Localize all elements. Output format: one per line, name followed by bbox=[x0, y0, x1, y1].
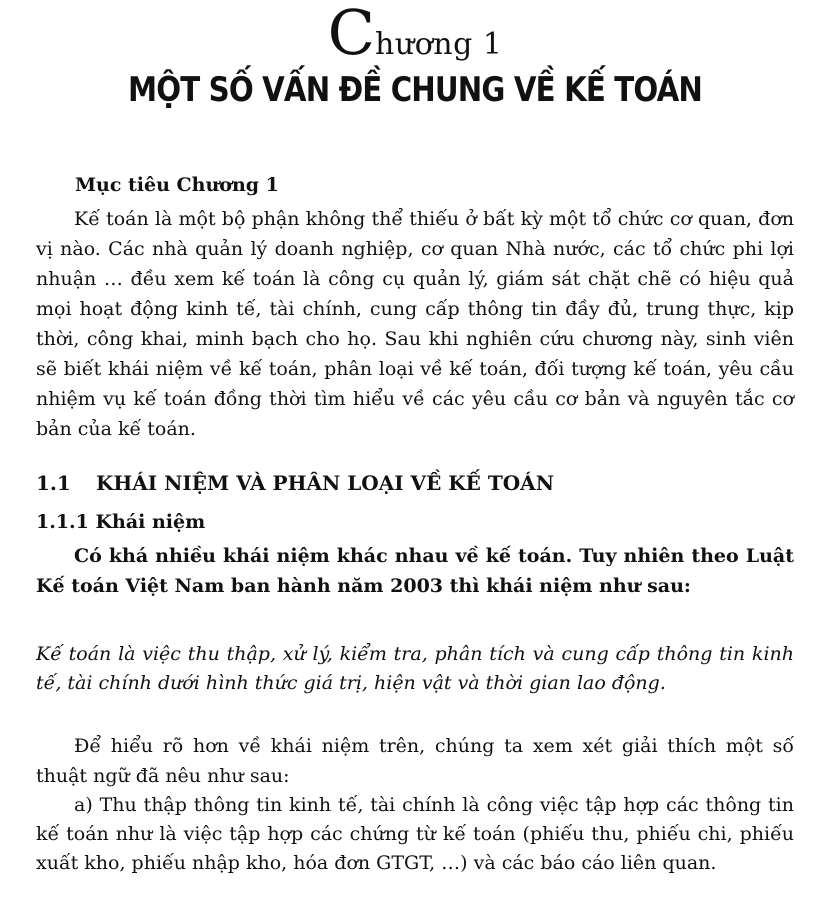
explanation-paragraph: Để hiểu rõ hơn về khái niệm trên, chúng ta xem xét giải thích một số thuật ngữ đã nêu như sau: bbox=[36, 735, 794, 787]
chapter-label-rest: hương 1 bbox=[375, 27, 503, 62]
intro-paragraph: Có khá nhiều khái niệm khác nhau về kế toán. Tuy nhiên theo Luật Kế toán Việt Nam ban hành năm 2003 thì khái niệm như sau: bbox=[36, 545, 794, 597]
definition-quote: Kế toán là việc thu thập, xử lý, kiểm tra, phân tích và cung cấp thông tin kinh tế, tài chính dưới hình thức giá trị, hiện vật và thời gian lao động. bbox=[36, 643, 794, 694]
section-title: KHÁI NIỆM VÀ PHÂN LOẠI VỀ KẾ TOÁN bbox=[96, 471, 554, 495]
list-item-a: a) Thu thập thông tin kinh tế, tài chính là công việc tập hợp các thông tin kế toán như là việc tập hợp các chứng từ kế toán (phiếu thu, phiếu chi, phiếu xuất kho, phiếu nhập kho, hóa đơn GTGT, …) và các báo cáo liên quan. bbox=[36, 794, 794, 874]
objectives-heading: Mục tiêu Chương 1 bbox=[75, 174, 279, 196]
chapter-title: MỘT SỐ VẤN ĐỀ CHUNG VỀ KẾ TOÁN bbox=[128, 70, 702, 110]
section-number: 1.1 bbox=[36, 471, 71, 495]
chapter-label bbox=[0, 0, 830, 69]
section-heading-1-1 bbox=[36, 471, 554, 495]
chapter-label-initial: C bbox=[327, 0, 376, 69]
subsection-heading-1-1-1: 1.1.1 Khái niệm bbox=[36, 511, 206, 533]
objectives-paragraph: Kế toán là một bộ phận không thể thiếu ở bất kỳ một tổ chức cơ quan, đơn vị nào. Các nhà quản lý doanh nghiệp, cơ quan Nhà nước, các tổ chức phi lợi nhuận … đều xem kế toán là công cụ quản lý, giám sát chặt chẽ có hiệu quả mọi hoạt động kinh tế, tài chính, cung cấp thông tin đầy đủ, trung thực, kịp thời, công khai, minh bạch cho họ. Sau khi nghiên cứu chương này, sinh viên sẽ biết khái niệm về kế toán, phân loại về kế toán, đối tượng kế toán, yêu cầu nhiệm vụ kế toán đồng thời tìm hiểu về các yêu cầu cơ bản và nguyên tắc cơ bản của kế toán. bbox=[36, 208, 794, 440]
